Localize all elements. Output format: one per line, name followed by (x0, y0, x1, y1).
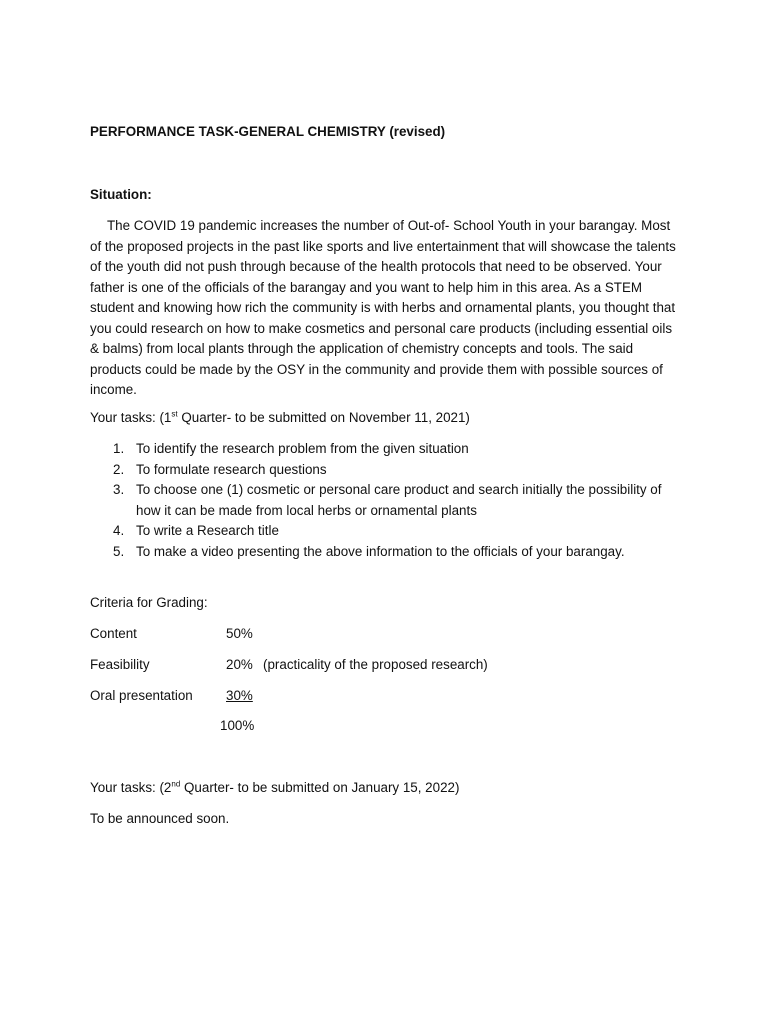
tasks-q1-ordinal: st (171, 409, 178, 419)
task-text: To identify the research problem from the given situation (136, 441, 469, 456)
task-text: To write a Research title (136, 523, 279, 538)
task-item (90, 521, 680, 542)
task-item (90, 460, 680, 481)
task-text: To choose one (1) cosmetic or personal care product and search initially the possibility of how it can be made from local herbs or ornamental plants (136, 482, 662, 518)
tasks-q2-ordinal: nd (171, 779, 181, 789)
tasks-q1-heading (90, 408, 470, 429)
criteria-percent: 50% (226, 626, 253, 641)
tasks-q1-prefix: Your tasks: (1 (90, 410, 172, 425)
announcement-text: To be announced soon. (90, 811, 230, 826)
tasks-q2-prefix: Your tasks: (2 (90, 780, 172, 795)
situation-paragraph (90, 216, 680, 401)
criteria-note: (practicality of the proposed research) (263, 657, 488, 672)
task-item (90, 439, 680, 460)
task-list (90, 439, 680, 562)
document-title: PERFORMANCE TASK-GENERAL CHEMISTRY (revised) (90, 124, 446, 139)
tasks-q1-suffix: Quarter- to be submitted on November 11, 2021) (177, 410, 470, 425)
criteria-percent: 20% (226, 657, 253, 672)
criteria-label: Criteria for Grading: (90, 595, 208, 610)
task-item (90, 480, 680, 521)
task-number: 1. (113, 441, 125, 456)
criteria-total: 100% (220, 718, 255, 733)
task-text: To formulate research questions (136, 461, 327, 477)
task-number: 3. (113, 482, 125, 497)
task-number: 5. (113, 543, 125, 559)
tasks-q2-suffix: Quarter- to be submitted on January 15, 2022) (180, 780, 460, 795)
criteria-percent: 30% (226, 688, 253, 703)
task-number: 4. (113, 523, 125, 538)
task-text: To make a video presenting the above information to the officials of your barangay. (136, 543, 625, 559)
situation-text: The COVID 19 pandemic increases the number of Out-of- School Youth in your barangay. Most of the proposed projects in the past like sports and live entertainment that will showcase the talents of the youth did not push through because of the health protocols that need to be observed. Your father is one of the officials of the barangay and you want to help him in this area. As a STEM student and knowing how rich the community is with herbs and ornamental plants, you thought that you could research on how to make cosmetics and personal care products (including essential oils & balms) from local plants through the application of chemistry concepts and tools. The said products could be made by the OSY in the community and provide them with possible sources of income. (90, 218, 676, 397)
situation-label: Situation: (90, 187, 152, 202)
task-item (90, 542, 680, 563)
tasks-q2-heading (90, 778, 459, 799)
task-number: 2. (113, 461, 125, 477)
criteria-name: Content (90, 626, 137, 641)
criteria-name: Oral presentation (90, 688, 193, 703)
criteria-name: Feasibility (90, 657, 150, 672)
